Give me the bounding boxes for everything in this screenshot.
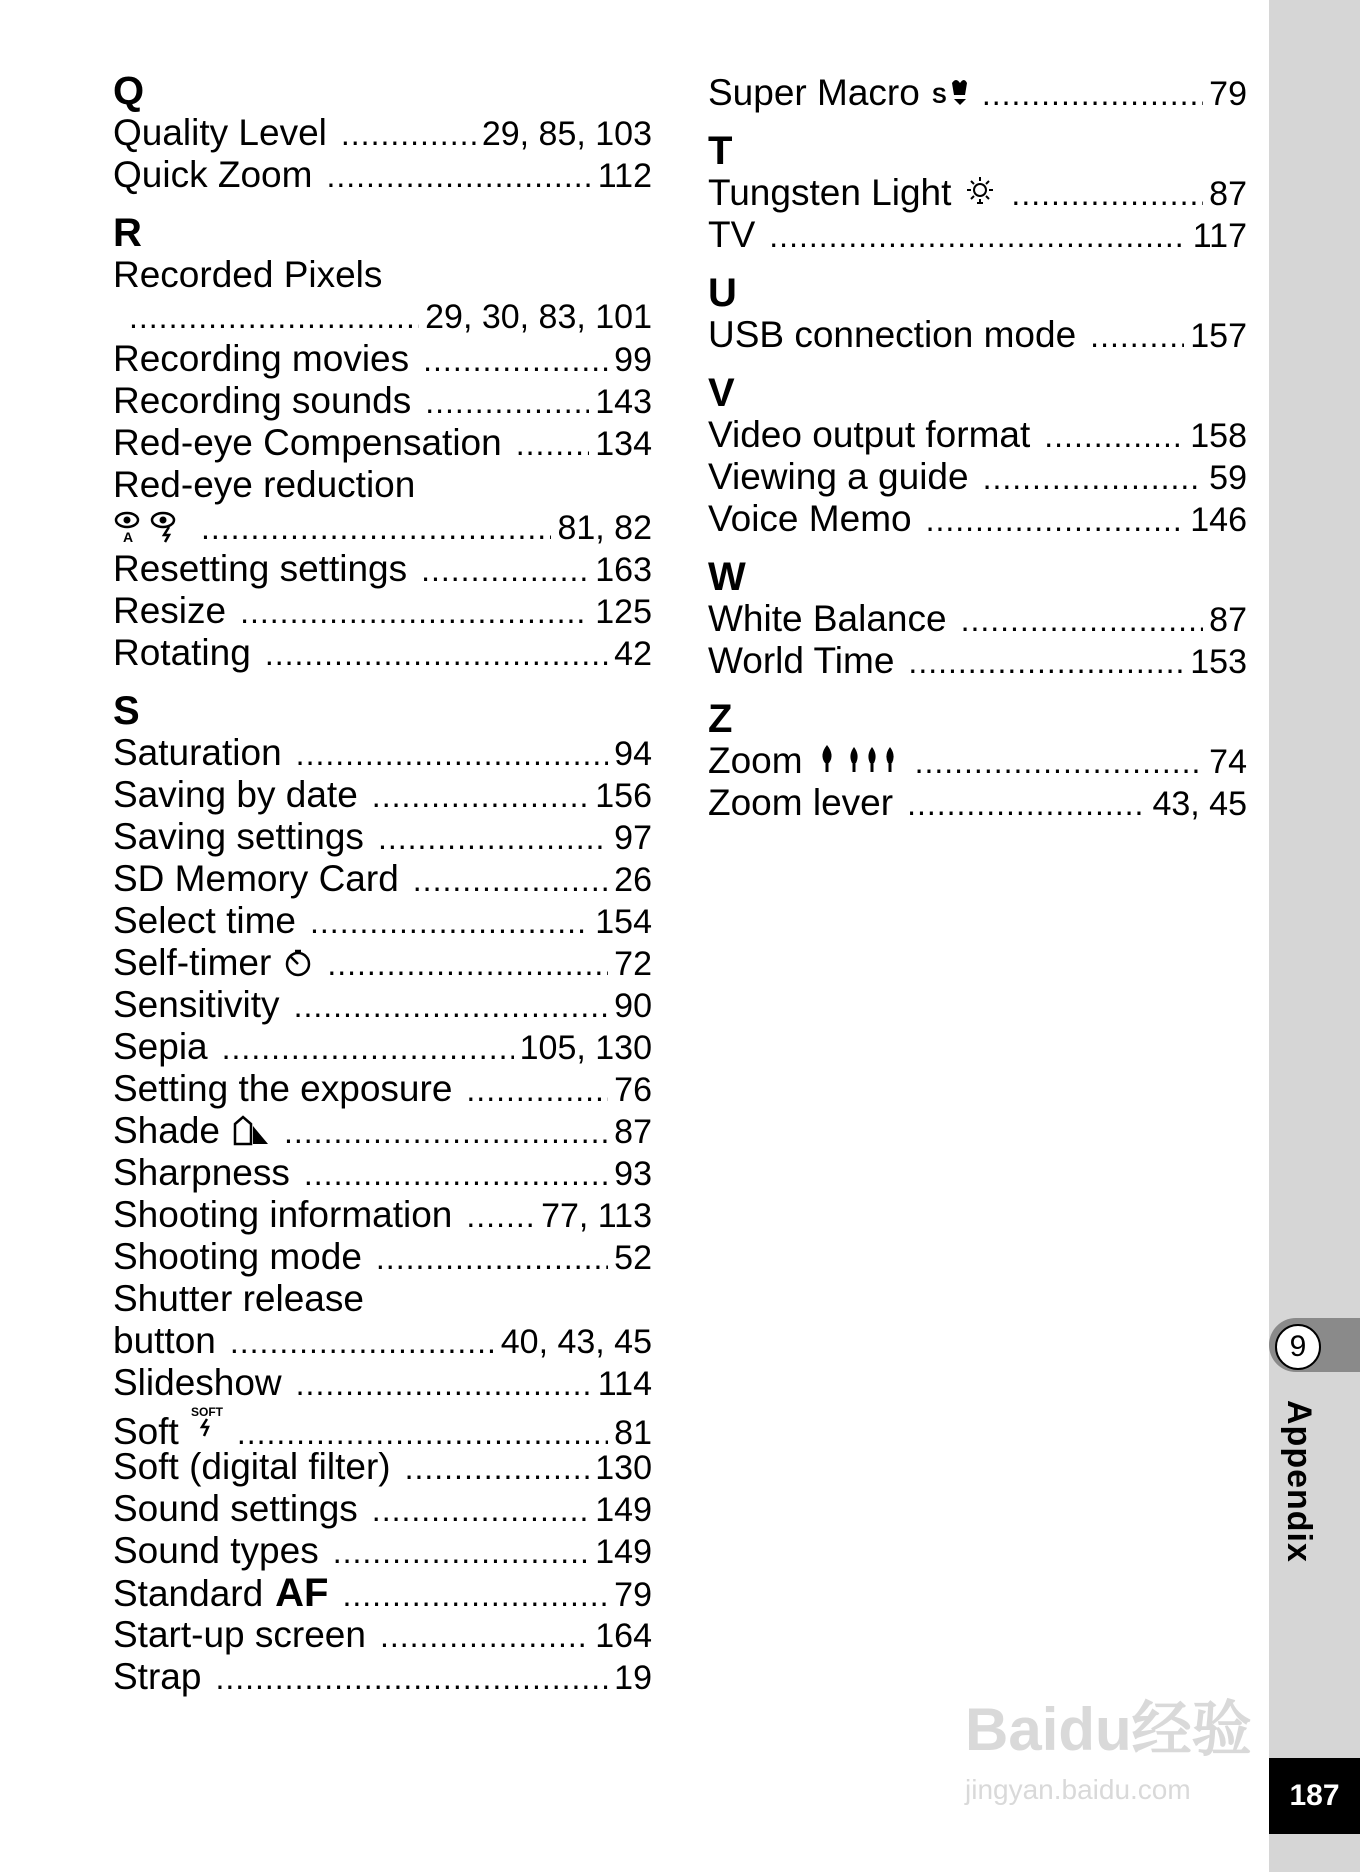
entry-pages: 149 bbox=[595, 1533, 652, 1571]
index-entry bbox=[113, 1278, 652, 1320]
index-entry bbox=[113, 1026, 652, 1068]
entry-pages: 153 bbox=[1190, 643, 1247, 681]
index-entry bbox=[113, 1194, 652, 1236]
watermark bbox=[965, 1690, 1265, 1840]
entry-label: Saving by date bbox=[113, 774, 358, 815]
entry-pages: 99 bbox=[614, 341, 652, 379]
leader-dots bbox=[466, 1069, 608, 1111]
leader-dots bbox=[983, 457, 1204, 499]
entry-label: Sound types bbox=[113, 1530, 319, 1571]
index-entry bbox=[113, 112, 652, 154]
entry-pages: 114 bbox=[597, 1365, 652, 1403]
entry-label: Red-eye reduction bbox=[113, 464, 416, 505]
leader-dots bbox=[296, 733, 609, 775]
index-letter-z: Z bbox=[708, 697, 733, 741]
index-entry bbox=[113, 1488, 652, 1530]
entry-label: Setting the exposure bbox=[113, 1068, 453, 1109]
entry-pages: 74 bbox=[1209, 743, 1247, 781]
entry-pages: 143 bbox=[595, 383, 652, 421]
entry-label: Sound settings bbox=[113, 1488, 358, 1529]
entry-pages: 164 bbox=[595, 1617, 652, 1655]
standard-af-icon: AF bbox=[275, 1571, 329, 1615]
entry-label: Recording sounds bbox=[113, 380, 412, 421]
leader-dots bbox=[341, 113, 476, 155]
index-entry-continuation bbox=[113, 296, 652, 338]
entry-pages: 79 bbox=[1209, 75, 1247, 113]
leader-dots bbox=[961, 599, 1204, 641]
entry-label: Shooting information bbox=[113, 1194, 453, 1235]
entry-pages: 94 bbox=[614, 735, 652, 773]
index-entry bbox=[113, 422, 652, 464]
index-entry bbox=[113, 1236, 652, 1278]
index-entry bbox=[113, 464, 652, 506]
entry-pages: 157 bbox=[1190, 317, 1247, 355]
entry-pages: 93 bbox=[614, 1155, 652, 1193]
entry-label: button bbox=[113, 1320, 216, 1361]
index-entry bbox=[113, 632, 652, 674]
leader-dots bbox=[1044, 415, 1184, 457]
entry-label: SD Memory Card bbox=[113, 858, 399, 899]
leader-dots bbox=[908, 641, 1184, 683]
index-entry bbox=[113, 1530, 652, 1572]
index-entry bbox=[113, 1614, 652, 1656]
index-letter-v: V bbox=[708, 371, 735, 415]
leader-dots bbox=[915, 741, 1204, 783]
index-entry bbox=[113, 1152, 652, 1194]
leader-dots bbox=[284, 1111, 608, 1153]
entry-label: Standard bbox=[113, 1573, 264, 1614]
entry-label: Shade bbox=[113, 1110, 220, 1151]
section-title: Appendix bbox=[1280, 1400, 1318, 1563]
entry-pages: 158 bbox=[1190, 417, 1247, 455]
entry-pages: 26 bbox=[614, 861, 652, 899]
entry-pages: 29, 30, 83, 101 bbox=[425, 298, 652, 336]
entry-pages: 87 bbox=[1209, 175, 1247, 213]
leader-dots bbox=[423, 339, 608, 381]
leader-dots bbox=[907, 783, 1146, 825]
svg-text:A: A bbox=[123, 529, 134, 543]
leader-dots bbox=[304, 1153, 608, 1195]
index-entry bbox=[113, 1404, 652, 1452]
entry-pages: 90 bbox=[614, 987, 652, 1025]
index-entry bbox=[113, 338, 652, 380]
entry-label: Start-up screen bbox=[113, 1614, 366, 1655]
index-entry bbox=[113, 774, 652, 816]
entry-pages: 87 bbox=[614, 1113, 652, 1151]
leader-dots bbox=[516, 423, 590, 465]
index-entry bbox=[113, 548, 652, 590]
entry-label: Strap bbox=[113, 1656, 202, 1697]
index-letter-w: W bbox=[708, 555, 746, 599]
entry-label: Quick Zoom bbox=[113, 154, 313, 195]
index-letter-q: Q bbox=[113, 69, 145, 113]
leader-dots bbox=[466, 1195, 535, 1237]
entry-pages: 112 bbox=[597, 157, 652, 195]
index-entry bbox=[113, 1572, 652, 1614]
leader-dots bbox=[378, 817, 608, 859]
entry-pages: 130 bbox=[595, 1449, 652, 1487]
entry-label: World Time bbox=[708, 640, 895, 681]
index-entry bbox=[708, 498, 1247, 540]
chapter-sidebar bbox=[1269, 0, 1360, 1872]
entry-pages: 59 bbox=[1209, 459, 1247, 497]
entry-label: TV bbox=[708, 214, 756, 255]
page-number: 187 bbox=[1269, 1758, 1360, 1834]
entry-label: Viewing a guide bbox=[708, 456, 969, 497]
index-letter-t: T bbox=[708, 129, 733, 173]
index-entry bbox=[113, 900, 652, 942]
entry-label: Rotating bbox=[113, 632, 251, 673]
index-entry bbox=[708, 456, 1247, 498]
index-entry bbox=[113, 732, 652, 774]
index-letter-u: U bbox=[708, 271, 737, 315]
entry-pages: 163 bbox=[595, 551, 652, 589]
leader-dots bbox=[230, 1321, 495, 1363]
entry-pages: 156 bbox=[595, 777, 652, 815]
entry-label: Recorded Pixels bbox=[113, 254, 383, 295]
leader-dots bbox=[372, 1489, 589, 1531]
entry-label: Sensitivity bbox=[113, 984, 280, 1025]
leader-dots bbox=[222, 1027, 514, 1069]
index-entry bbox=[113, 1068, 652, 1110]
entry-label: Zoom bbox=[708, 740, 803, 781]
leader-dots bbox=[372, 775, 589, 817]
zoom-tele-wide-icon bbox=[815, 743, 901, 785]
entry-label: White Balance bbox=[708, 598, 947, 639]
entry-pages: 154 bbox=[595, 903, 652, 941]
index-entry bbox=[708, 414, 1247, 456]
entry-pages: 125 bbox=[595, 593, 652, 631]
leader-dots bbox=[376, 1237, 608, 1279]
leader-dots bbox=[425, 381, 589, 423]
entry-pages: 52 bbox=[614, 1239, 652, 1277]
index-entry bbox=[708, 640, 1247, 682]
svg-text:SOFT: SOFT bbox=[190, 1405, 223, 1419]
index-entry bbox=[113, 1110, 652, 1152]
index-entry bbox=[708, 782, 1247, 824]
tungsten-light-icon bbox=[963, 175, 997, 217]
leader-dots bbox=[413, 859, 608, 901]
leader-dots bbox=[296, 1363, 592, 1405]
entry-label: Sharpness bbox=[113, 1152, 290, 1193]
entry-label: Tungsten Light bbox=[708, 172, 952, 213]
entry-label: Recording movies bbox=[113, 338, 410, 379]
leader-dots bbox=[982, 73, 1203, 115]
index-entry bbox=[113, 1362, 652, 1404]
entry-pages: 134 bbox=[595, 425, 652, 463]
entry-pages: 146 bbox=[1190, 501, 1247, 539]
entry-pages: 149 bbox=[595, 1491, 652, 1529]
entry-label: Shutter release bbox=[113, 1278, 364, 1319]
index-letter-r: R bbox=[113, 211, 142, 255]
entry-pages: 29, 85, 103 bbox=[481, 115, 652, 153]
leader-dots bbox=[769, 215, 1187, 257]
index-entry bbox=[708, 214, 1247, 256]
index-entry bbox=[708, 740, 1247, 782]
red-eye-icon bbox=[113, 506, 187, 548]
entry-pages: 76 bbox=[614, 1071, 652, 1109]
watermark-logo: Baidu经验 bbox=[965, 1696, 1252, 1763]
index-entry bbox=[113, 816, 652, 858]
entry-label: Soft (digital filter) bbox=[113, 1446, 391, 1487]
leader-dots bbox=[926, 499, 1185, 541]
entry-label: Saving settings bbox=[113, 816, 364, 857]
leader-dots bbox=[326, 155, 591, 197]
index-entry bbox=[708, 72, 1247, 114]
entry-label: Self-timer bbox=[113, 942, 272, 983]
svg-text:S: S bbox=[931, 83, 947, 107]
leader-dots bbox=[327, 943, 608, 985]
index-entry bbox=[708, 598, 1247, 640]
index-entry bbox=[113, 1446, 652, 1488]
shade-icon bbox=[232, 1113, 270, 1155]
super-macro-icon bbox=[932, 75, 968, 117]
index-entry bbox=[113, 380, 652, 422]
entry-label: Soft bbox=[113, 1411, 179, 1452]
entry-pages: 72 bbox=[614, 945, 652, 983]
entry-label: Saturation bbox=[113, 732, 282, 773]
entry-pages: 42 bbox=[614, 635, 652, 673]
entry-pages: 87 bbox=[1209, 601, 1247, 639]
entry-pages: 117 bbox=[1192, 217, 1247, 255]
leader-dots bbox=[294, 985, 609, 1027]
index-left-column bbox=[113, 70, 652, 1698]
entry-pages: 97 bbox=[614, 819, 652, 857]
entry-label: USB connection mode bbox=[708, 314, 1077, 355]
entry-label: Voice Memo bbox=[708, 498, 912, 539]
index-entry bbox=[113, 254, 652, 296]
leader-dots bbox=[1011, 173, 1203, 215]
leader-dots bbox=[310, 901, 589, 943]
entry-pages: 105, 130 bbox=[519, 1029, 652, 1067]
index-entry bbox=[113, 154, 652, 196]
index-entry-continuation bbox=[113, 506, 652, 548]
entry-label: Resize bbox=[113, 590, 227, 631]
leader-dots bbox=[265, 633, 608, 675]
index-entry bbox=[113, 858, 652, 900]
entry-pages: 79 bbox=[614, 1576, 652, 1614]
watermark-url: jingyan.baidu.com bbox=[965, 1774, 1191, 1805]
entry-pages: 43, 45 bbox=[1152, 785, 1247, 823]
index-entry bbox=[708, 314, 1247, 356]
entry-pages: 19 bbox=[614, 1659, 652, 1697]
leader-dots bbox=[343, 1574, 609, 1616]
leader-dots bbox=[1090, 315, 1184, 357]
entry-pages: 77, 113 bbox=[541, 1197, 652, 1235]
leader-dots bbox=[380, 1615, 589, 1657]
index-entry-continuation bbox=[113, 1320, 652, 1362]
index-entry bbox=[708, 172, 1247, 214]
entry-label: Select time bbox=[113, 900, 297, 941]
entry-label: Quality Level bbox=[113, 112, 327, 153]
index-letter-s: S bbox=[113, 689, 140, 733]
index-entry bbox=[113, 942, 652, 984]
leader-dots bbox=[405, 1447, 590, 1489]
index-entry bbox=[113, 984, 652, 1026]
leader-dots bbox=[201, 507, 551, 549]
leader-dots bbox=[215, 1657, 608, 1699]
entry-label: Resetting settings bbox=[113, 548, 408, 589]
entry-label: Shooting mode bbox=[113, 1236, 362, 1277]
index-right-column bbox=[708, 72, 1247, 824]
leader-dots bbox=[333, 1531, 590, 1573]
index-entry bbox=[113, 1656, 652, 1698]
chapter-number: 9 bbox=[1275, 1324, 1321, 1370]
leader-dots bbox=[240, 591, 589, 633]
leader-dots bbox=[129, 296, 419, 338]
leader-dots bbox=[421, 549, 589, 591]
entry-label: Super Macro bbox=[708, 72, 920, 113]
entry-label: Sepia bbox=[113, 1026, 208, 1067]
entry-label: Zoom lever bbox=[708, 782, 894, 823]
index-entry bbox=[113, 590, 652, 632]
entry-label: Video output format bbox=[708, 414, 1031, 455]
entry-pages: 81, 82 bbox=[557, 509, 652, 547]
entry-pages: 81 bbox=[614, 1414, 652, 1452]
entry-pages: 40, 43, 45 bbox=[500, 1323, 652, 1361]
entry-label: Slideshow bbox=[113, 1362, 282, 1403]
self-timer-icon bbox=[283, 945, 313, 987]
entry-label: Red-eye Compensation bbox=[113, 422, 502, 463]
